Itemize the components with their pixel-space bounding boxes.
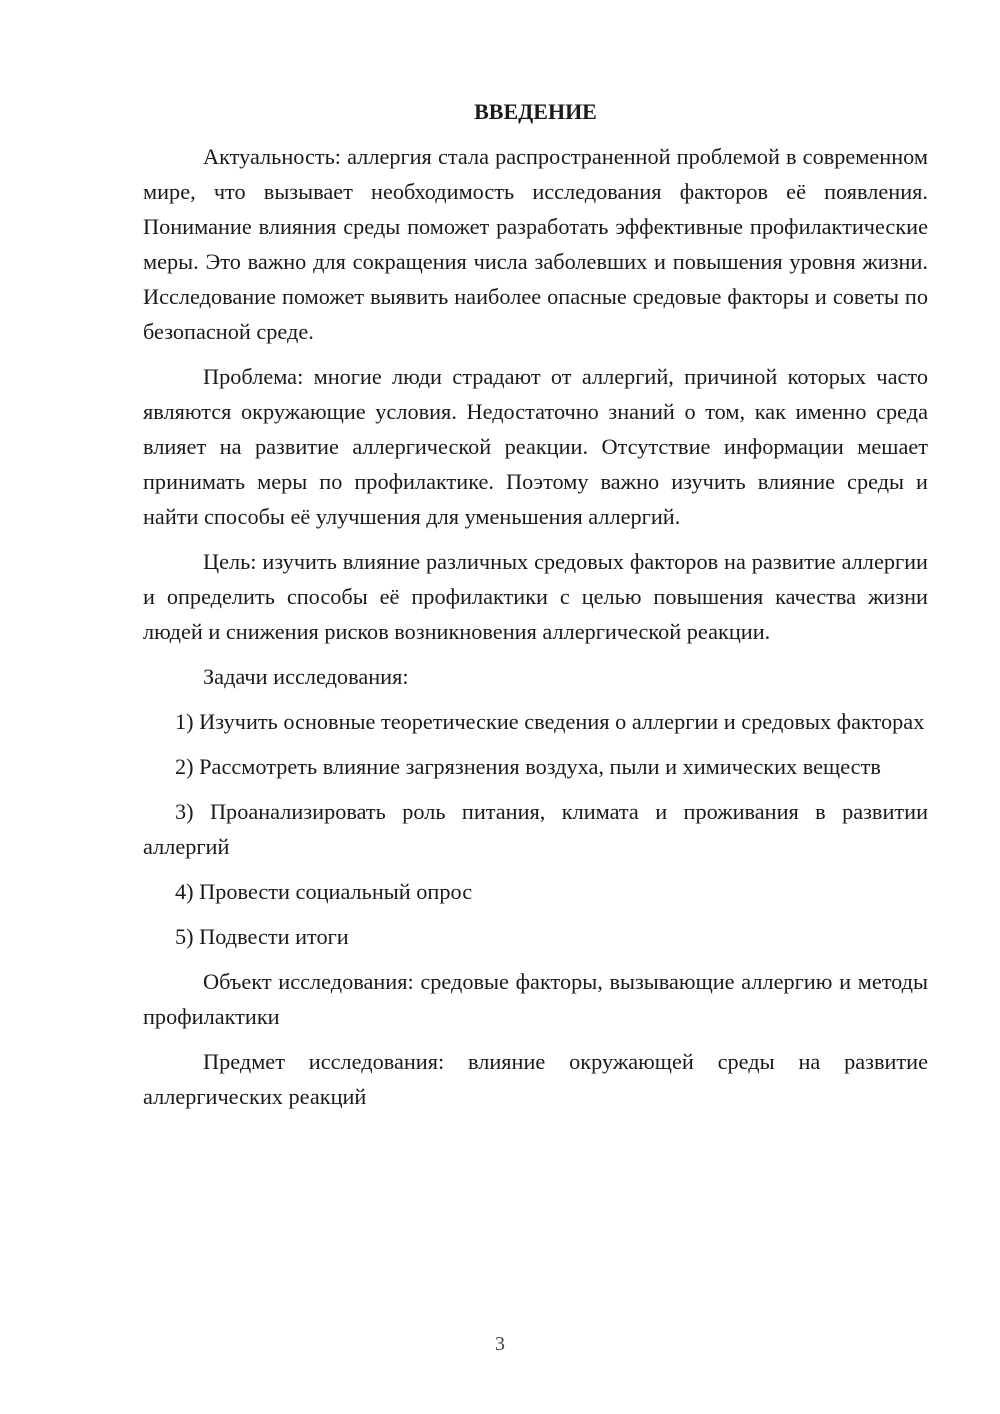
page-title: ВВЕДЕНИЕ xyxy=(474,99,597,124)
problem-paragraph: Проблема: многие люди страдают от аллергий, причиной которых часто являются окружающие условия. Недостаточно знаний о том, как именно среда влияет на развитие аллергической реакции. Отсутствие информации мешает принимать меры по профилактике. Поэтому важно изучить влияние среды и найти способы её улучшения для уменьшения аллергий. xyxy=(143,364,928,529)
task-item-2: 2) Рассмотреть влияние загрязнения воздуха, пыли и химических веществ xyxy=(175,754,881,779)
task-item-1: 1) Изучить основные теоретические сведения о аллергии и средовых факторах xyxy=(175,709,925,734)
subject-paragraph: Предмет исследования: влияние окружающей среды на развитие аллергических реакций xyxy=(143,1049,928,1109)
relevance-paragraph: Актуальность: аллергия стала распространенной проблемой в современном мире, что вызывает необходимость исследования факторов её появления. Понимание влияния среды поможет разработать эффективные профилактические меры. Это важно для сокращения числа заболевших и повышения уровня жизни. Исследование поможет выявить наиболее опасные средовые факторы и советы по безопасной среде. xyxy=(143,144,928,344)
task-item-4: 4) Провести социальный опрос xyxy=(175,879,473,904)
task-item-3: 3) Проанализировать роль питания, климата и проживания в развитии аллергий xyxy=(143,799,928,859)
task-item-5: 5) Подвести итоги xyxy=(175,924,349,949)
tasks-heading: Задачи исследования: xyxy=(203,664,409,689)
object-paragraph: Объект исследования: средовые факторы, вызывающие аллергию и методы профилактики xyxy=(143,969,928,1029)
goal-paragraph: Цель: изучить влияние различных средовых факторов на развитие аллергии и определить способы её профилактики с целью повышения качества жизни людей и снижения рисков возникновения аллергической реакции. xyxy=(143,549,928,644)
page-number: 3 xyxy=(495,1333,505,1355)
page-content xyxy=(143,94,928,1124)
